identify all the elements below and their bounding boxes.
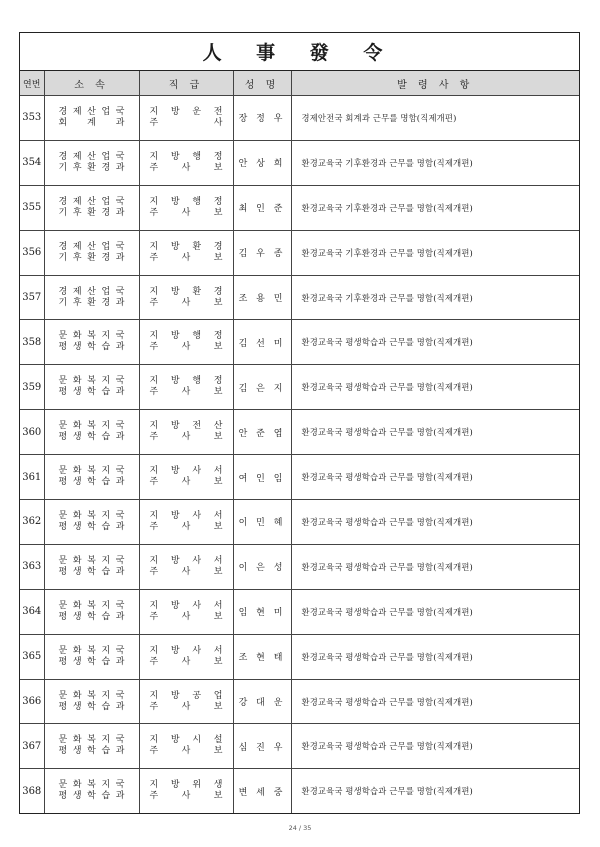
department-line-2: 평 생 학 습 과 bbox=[58, 611, 125, 622]
row-order: 환경교육국 평생학습과 근무를 명함(직제개편) bbox=[291, 589, 579, 634]
table-row bbox=[20, 275, 579, 320]
grade-line-2: 주 사 보 bbox=[149, 477, 223, 488]
row-number: 364 bbox=[20, 589, 44, 634]
department-line-2: 기 후 환 경 과 bbox=[58, 297, 125, 308]
row-department bbox=[44, 455, 139, 500]
row-department bbox=[44, 634, 139, 679]
grade-line-1: 지 방 사 서 bbox=[149, 510, 223, 521]
grade-line-1: 지 방 위 생 bbox=[149, 780, 223, 791]
document-title: 人 事 發 令 bbox=[20, 33, 579, 71]
row-name: 강 대 운 bbox=[233, 679, 291, 724]
row-grade bbox=[139, 140, 233, 185]
table-row bbox=[20, 500, 579, 545]
row-number: 358 bbox=[20, 320, 44, 365]
row-number: 359 bbox=[20, 365, 44, 410]
row-department bbox=[44, 500, 139, 545]
grade-line-1: 지 방 사 서 bbox=[149, 466, 223, 477]
grade-line-1: 지 방 사 서 bbox=[149, 600, 223, 611]
department-line-1: 문 화 복 지 국 bbox=[58, 555, 125, 566]
department-line-1: 경 제 산 업 국 bbox=[58, 196, 125, 207]
department-line-2: 평 생 학 습 과 bbox=[58, 387, 125, 398]
row-order: 환경교육국 기후환경과 근무를 명함(직제개편) bbox=[291, 230, 579, 275]
header-no: 연번 bbox=[20, 71, 44, 96]
personnel-order-document bbox=[19, 32, 580, 814]
row-number: 355 bbox=[20, 185, 44, 230]
row-number: 354 bbox=[20, 140, 44, 185]
row-grade bbox=[139, 410, 233, 455]
row-name: 심 진 우 bbox=[233, 724, 291, 769]
personnel-table bbox=[20, 71, 579, 813]
row-grade bbox=[139, 320, 233, 365]
department-line-1: 문 화 복 지 국 bbox=[58, 510, 125, 521]
row-grade bbox=[139, 275, 233, 320]
grade-line-1: 지 방 시 설 bbox=[149, 735, 223, 746]
row-order: 경제안전국 회계과 근무를 명함(직제개편) bbox=[291, 96, 579, 141]
grade-line-1: 지 방 사 서 bbox=[149, 555, 223, 566]
row-name: 임 현 미 bbox=[233, 589, 291, 634]
department-line-2: 기 후 환 경 과 bbox=[58, 162, 125, 173]
department-line-1: 문 화 복 지 국 bbox=[58, 780, 125, 791]
row-department bbox=[44, 140, 139, 185]
row-name: 최 인 준 bbox=[233, 185, 291, 230]
department-line-2: 평 생 학 습 과 bbox=[58, 342, 125, 353]
page-number: 24 / 35 bbox=[288, 824, 312, 832]
grade-line-1: 지 방 환 경 bbox=[149, 286, 223, 297]
department-line-1: 경 제 산 업 국 bbox=[58, 241, 125, 252]
row-name: 이 은 성 bbox=[233, 544, 291, 589]
row-department bbox=[44, 544, 139, 589]
row-name: 이 민 혜 bbox=[233, 500, 291, 545]
grade-line-2: 주 사 bbox=[149, 117, 223, 128]
department-line-2: 평 생 학 습 과 bbox=[58, 746, 125, 757]
row-order: 환경교육국 기후환경과 근무를 명함(직제개편) bbox=[291, 275, 579, 320]
row-number: 361 bbox=[20, 455, 44, 500]
row-department bbox=[44, 365, 139, 410]
row-order: 환경교육국 평생학습과 근무를 명함(직제개편) bbox=[291, 410, 579, 455]
row-number: 365 bbox=[20, 634, 44, 679]
row-order: 환경교육국 평생학습과 근무를 명함(직제개편) bbox=[291, 455, 579, 500]
grade-line-2: 주 사 보 bbox=[149, 701, 223, 712]
row-department bbox=[44, 679, 139, 724]
row-number: 363 bbox=[20, 544, 44, 589]
row-order: 환경교육국 평생학습과 근무를 명함(직제개편) bbox=[291, 724, 579, 769]
department-line-1: 문 화 복 지 국 bbox=[58, 690, 125, 701]
row-name: 조 용 민 bbox=[233, 275, 291, 320]
row-order: 환경교육국 기후환경과 근무를 명함(직제개편) bbox=[291, 185, 579, 230]
department-line-1: 문 화 복 지 국 bbox=[58, 421, 125, 432]
row-name: 김 선 미 bbox=[233, 320, 291, 365]
table-header-row bbox=[20, 71, 579, 96]
grade-line-2: 주 사 보 bbox=[149, 207, 223, 218]
header-dept: 소 속 bbox=[44, 71, 139, 96]
grade-line-2: 주 사 보 bbox=[149, 432, 223, 443]
table-row bbox=[20, 679, 579, 724]
department-line-2: 평 생 학 습 과 bbox=[58, 656, 125, 667]
grade-line-2: 주 사 보 bbox=[149, 611, 223, 622]
department-line-2: 평 생 학 습 과 bbox=[58, 701, 125, 712]
row-department bbox=[44, 185, 139, 230]
table-row bbox=[20, 724, 579, 769]
table-row bbox=[20, 410, 579, 455]
table-row bbox=[20, 96, 579, 141]
row-name: 안 상 희 bbox=[233, 140, 291, 185]
row-grade bbox=[139, 185, 233, 230]
grade-line-1: 지 방 행 정 bbox=[149, 376, 223, 387]
department-line-2: 평 생 학 습 과 bbox=[58, 432, 125, 443]
department-line-1: 문 화 복 지 국 bbox=[58, 376, 125, 387]
row-number: 366 bbox=[20, 679, 44, 724]
row-order: 환경교육국 기후환경과 근무를 명함(직제개편) bbox=[291, 140, 579, 185]
row-name: 장 정 우 bbox=[233, 96, 291, 141]
grade-line-1: 지 방 행 정 bbox=[149, 151, 223, 162]
row-grade bbox=[139, 96, 233, 141]
department-line-2: 기 후 환 경 과 bbox=[58, 252, 125, 263]
header-order: 발 령 사 항 bbox=[291, 71, 579, 96]
row-grade bbox=[139, 544, 233, 589]
grade-line-2: 주 사 보 bbox=[149, 656, 223, 667]
department-line-2: 평 생 학 습 과 bbox=[58, 477, 125, 488]
row-name: 김 은 지 bbox=[233, 365, 291, 410]
department-line-2: 평 생 학 습 과 bbox=[58, 566, 125, 577]
table-row bbox=[20, 230, 579, 275]
row-number: 353 bbox=[20, 96, 44, 141]
row-number: 356 bbox=[20, 230, 44, 275]
table-row bbox=[20, 140, 579, 185]
row-department bbox=[44, 724, 139, 769]
row-department bbox=[44, 320, 139, 365]
department-line-2: 기 후 환 경 과 bbox=[58, 207, 125, 218]
row-number: 357 bbox=[20, 275, 44, 320]
row-order: 환경교육국 평생학습과 근무를 명함(직제개편) bbox=[291, 769, 579, 813]
row-grade bbox=[139, 365, 233, 410]
department-line-2: 평 생 학 습 과 bbox=[58, 521, 125, 532]
department-line-1: 문 화 복 지 국 bbox=[58, 735, 125, 746]
row-department bbox=[44, 275, 139, 320]
header-grade: 직 급 bbox=[139, 71, 233, 96]
row-grade bbox=[139, 769, 233, 813]
department-line-1: 경 제 산 업 국 bbox=[58, 106, 125, 117]
table-row bbox=[20, 589, 579, 634]
table-row bbox=[20, 455, 579, 500]
row-order: 환경교육국 평생학습과 근무를 명함(직제개편) bbox=[291, 320, 579, 365]
row-grade bbox=[139, 634, 233, 679]
row-grade bbox=[139, 589, 233, 634]
row-name: 안 준 엽 bbox=[233, 410, 291, 455]
grade-line-1: 지 방 운 전 bbox=[149, 106, 223, 117]
table-row bbox=[20, 365, 579, 410]
department-line-1: 문 화 복 지 국 bbox=[58, 331, 125, 342]
grade-line-2: 주 사 보 bbox=[149, 252, 223, 263]
table-row bbox=[20, 634, 579, 679]
table-row bbox=[20, 544, 579, 589]
row-order: 환경교육국 평생학습과 근무를 명함(직제개편) bbox=[291, 500, 579, 545]
department-line-1: 문 화 복 지 국 bbox=[58, 645, 125, 656]
department-line-2: 평 생 학 습 과 bbox=[58, 791, 125, 802]
row-order: 환경교육국 평생학습과 근무를 명함(직제개편) bbox=[291, 365, 579, 410]
row-name: 변 세 중 bbox=[233, 769, 291, 813]
department-line-1: 경 제 산 업 국 bbox=[58, 151, 125, 162]
row-department bbox=[44, 410, 139, 455]
grade-line-2: 주 사 보 bbox=[149, 387, 223, 398]
row-order: 환경교육국 평생학습과 근무를 명함(직제개편) bbox=[291, 544, 579, 589]
table-row bbox=[20, 769, 579, 813]
department-line-1: 문 화 복 지 국 bbox=[58, 600, 125, 611]
row-number: 362 bbox=[20, 500, 44, 545]
row-department bbox=[44, 96, 139, 141]
row-order: 환경교육국 평생학습과 근무를 명함(직제개편) bbox=[291, 679, 579, 724]
row-grade bbox=[139, 500, 233, 545]
grade-line-2: 주 사 보 bbox=[149, 297, 223, 308]
grade-line-1: 지 방 행 정 bbox=[149, 196, 223, 207]
table-row bbox=[20, 320, 579, 365]
grade-line-2: 주 사 보 bbox=[149, 566, 223, 577]
grade-line-1: 지 방 사 서 bbox=[149, 645, 223, 656]
row-grade bbox=[139, 679, 233, 724]
row-order: 환경교육국 평생학습과 근무를 명함(직제개편) bbox=[291, 634, 579, 679]
grade-line-2: 주 사 보 bbox=[149, 521, 223, 532]
grade-line-1: 지 방 공 업 bbox=[149, 690, 223, 701]
grade-line-2: 주 사 보 bbox=[149, 162, 223, 173]
header-name: 성 명 bbox=[233, 71, 291, 96]
row-number: 360 bbox=[20, 410, 44, 455]
row-number: 367 bbox=[20, 724, 44, 769]
grade-line-1: 지 방 환 경 bbox=[149, 241, 223, 252]
grade-line-2: 주 사 보 bbox=[149, 746, 223, 757]
row-department bbox=[44, 589, 139, 634]
row-department bbox=[44, 769, 139, 813]
department-line-1: 경 제 산 업 국 bbox=[58, 286, 125, 297]
row-number: 368 bbox=[20, 769, 44, 813]
department-line-1: 문 화 복 지 국 bbox=[58, 466, 125, 477]
grade-line-1: 지 방 행 정 bbox=[149, 331, 223, 342]
grade-line-2: 주 사 보 bbox=[149, 342, 223, 353]
row-grade bbox=[139, 455, 233, 500]
row-grade bbox=[139, 230, 233, 275]
department-line-2: 회 계 과 bbox=[58, 117, 125, 128]
row-name: 김 우 종 bbox=[233, 230, 291, 275]
row-grade bbox=[139, 724, 233, 769]
row-name: 조 현 태 bbox=[233, 634, 291, 679]
table-row bbox=[20, 185, 579, 230]
grade-line-1: 지 방 전 산 bbox=[149, 421, 223, 432]
row-name: 여 인 임 bbox=[233, 455, 291, 500]
row-department bbox=[44, 230, 139, 275]
grade-line-2: 주 사 보 bbox=[149, 791, 223, 802]
